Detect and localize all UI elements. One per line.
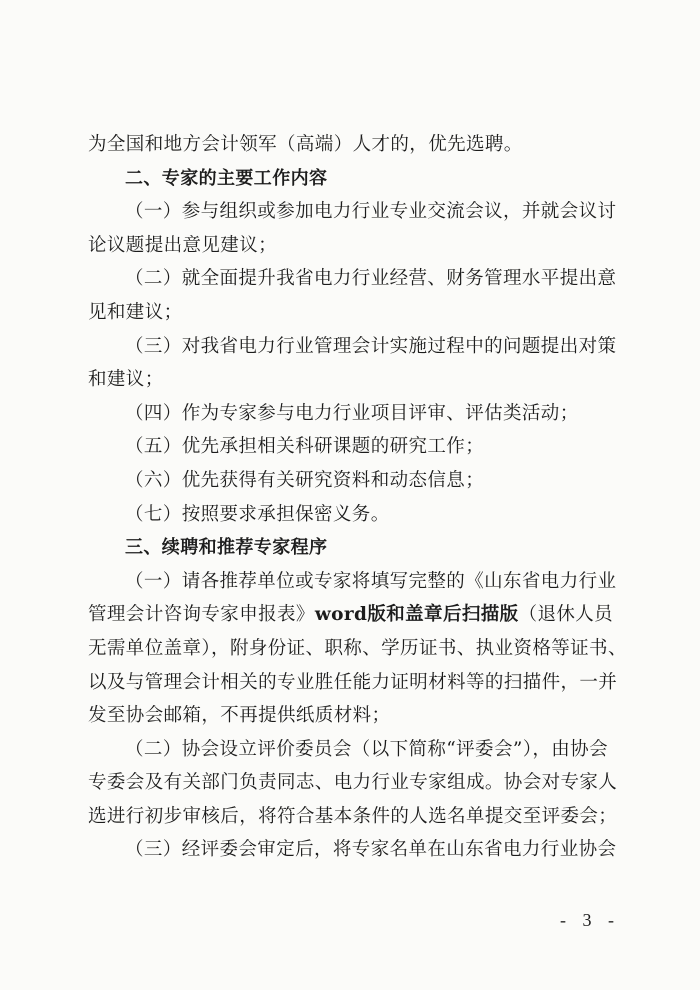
section-heading: 二、专家的主要工作内容 [125, 167, 328, 189]
paragraph-line: （六）优先获得有关研究资料和动态信息； [125, 469, 485, 491]
paragraph-line: 以及与管理会计相关的专业胜任能力证明材料等的扫描件，一并 [88, 671, 618, 693]
paragraph-line: 无需单位盖章），附身份证、职称、学历证书、执业资格等证书、 [88, 637, 627, 659]
paragraph-line: （二）协会设立评价委员会（以下简称“评委会”），由协会 [125, 738, 608, 760]
bold-text: word版和盖章后扫描版 [314, 604, 519, 626]
paragraph-line: 论议题提出意见建议； [88, 234, 278, 256]
page-number: - 3 - [560, 910, 620, 930]
section-heading: 三、续聘和推荐专家程序 [125, 537, 328, 559]
paragraph-line: （一）请各推荐单位或专家将填写完整的《山东省电力行业 [125, 570, 617, 592]
paragraph-line: 为全国和地方会计领军（高端）人才的，优先选聘。 [88, 134, 523, 155]
paragraph-line: （四）作为专家参与电力行业项目评审、评估类活动； [125, 402, 579, 424]
paragraph-line: 发至协会邮箱，不再提供纸质材料； [88, 705, 391, 727]
paragraph-line: 专委会及有关部门负责同志、电力行业专家组成。协会对专家人 [88, 772, 618, 794]
line-text-tail: （退休人员 [518, 604, 614, 626]
paragraph-line: （二）就全面提升我省电力行业经营、财务管理水平提出意 [125, 268, 617, 290]
paragraph-line: （一）参与组织或参加电力行业专业交流会议，并就会议讨 [125, 201, 617, 223]
paragraph-line: （五）优先承担相关科研课题的研究工作； [125, 436, 485, 458]
paragraph-line: （三）对我省电力行业管理会计实施过程中的问题提出对策 [125, 335, 617, 357]
paragraph-line: 见和建议； [88, 301, 183, 323]
document-body [88, 128, 628, 867]
line-text: 管理会计咨询专家申报表》 [88, 604, 315, 626]
paragraph-line: （三）经评委会审定后，将专家名单在山东省电力行业协会 [125, 839, 617, 861]
paragraph-line: 和建议； [88, 369, 164, 391]
paragraph-line-mixed [88, 598, 628, 632]
paragraph-line: 选进行初步审核后，将符合基本条件的人选名单提交至评委会； [88, 805, 618, 827]
paragraph-line: （七）按照要求承担保密义务。 [125, 503, 390, 525]
